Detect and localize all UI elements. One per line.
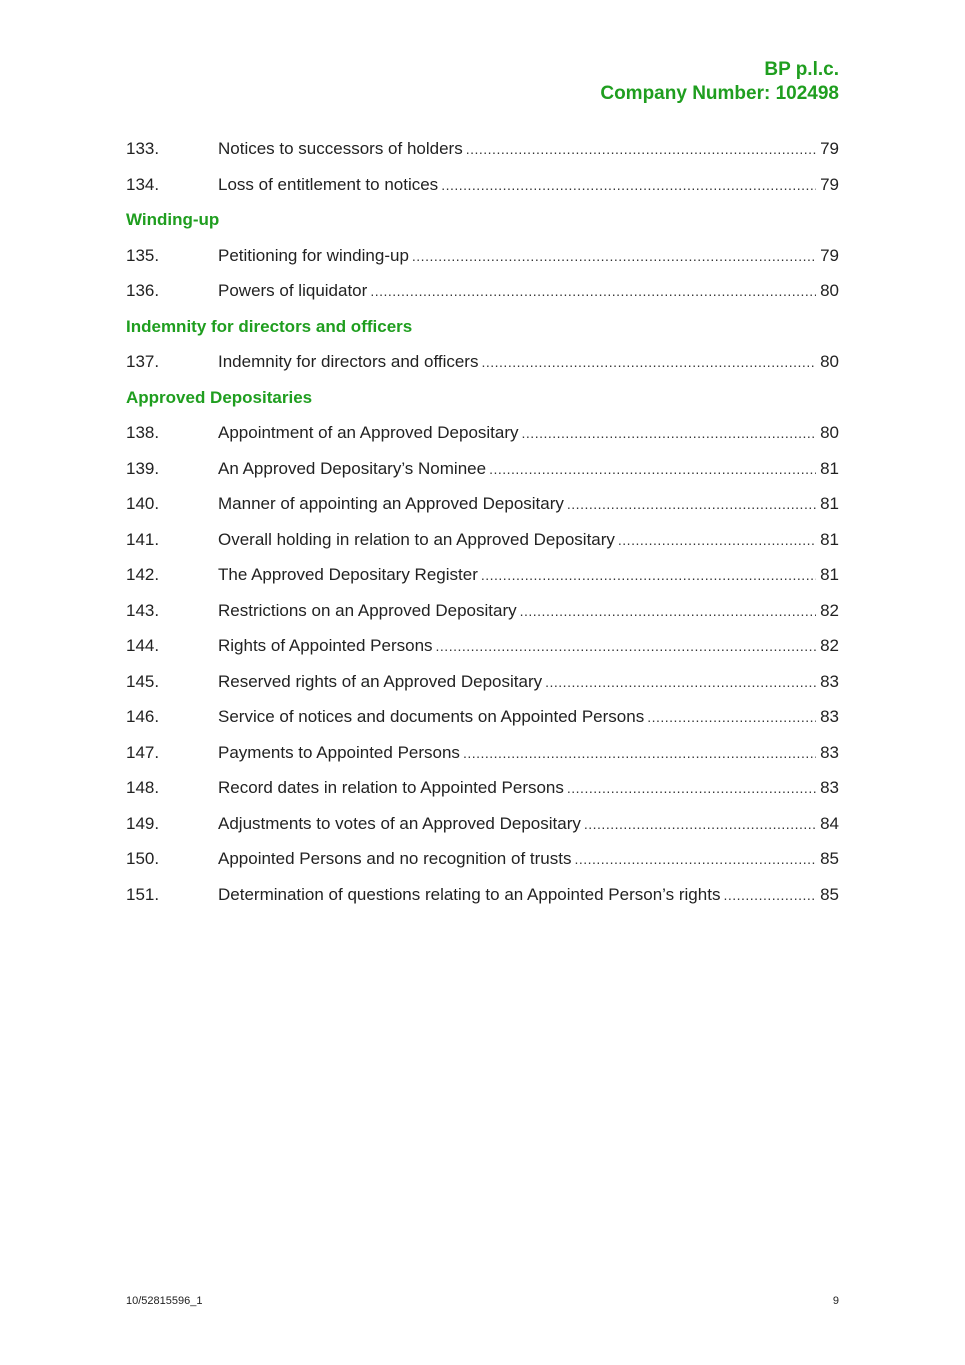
toc-dot-leader [489,452,816,488]
toc-dot-leader [370,274,816,310]
toc-entry-number: 135. [126,245,160,265]
toc-entry-page[interactable]: 82 [820,600,839,620]
toc-entry-title[interactable]: Loss of entitlement to notices [218,174,439,194]
toc-entry-page[interactable]: 81 [820,529,839,549]
toc-entry[interactable] [126,557,839,593]
toc-entry-page[interactable]: 85 [820,849,839,868]
toc-entry-title[interactable]: The Approved Depositary Register [218,565,478,584]
toc-entry-page[interactable]: 82 [820,636,839,655]
toc-entry-title[interactable]: Overall holding in relation to an Approved Depositary [218,529,615,549]
toc-entry[interactable] [126,486,839,522]
toc-entry-page[interactable]: 85 [820,884,839,904]
toc-entry[interactable] [126,664,839,700]
toc-entry-title[interactable]: Determination of questions relating to an Appointed Person’s rights [218,884,721,904]
toc-entry-title[interactable]: Appointed Persons and no recognition of trusts [218,849,572,868]
toc-entry-number: 143. [126,600,160,620]
toc-entry-title[interactable]: Appointment of an Approved Depositary [218,423,519,442]
toc-entry-number: 137. [126,352,160,371]
toc-entry-page[interactable]: 81 [820,458,839,478]
toc-entry-title[interactable]: Rights of Appointed Persons [218,636,433,655]
toc-entry-title[interactable]: Record dates in relation to Appointed Persons [218,778,564,797]
toc-entry-title[interactable]: Indemnity for directors and officers [218,352,479,371]
toc-entry-number: 136. [126,281,160,300]
toc-dot-leader [574,842,816,878]
toc-entry-page[interactable]: 79 [820,139,839,158]
toc-dot-leader [584,807,816,843]
toc-dot-leader [545,665,816,701]
toc-entry-number: 134. [126,174,160,194]
toc-entry[interactable] [126,699,839,735]
toc-entry-number: 149. [126,813,160,833]
toc-entry-page[interactable]: 80 [820,352,839,371]
toc-entry-page[interactable]: 80 [820,281,839,300]
toc-dot-leader [723,878,816,914]
toc-entry[interactable] [126,806,839,842]
toc-entry-title[interactable]: Petitioning for winding-up [218,245,409,265]
toc-entry[interactable] [126,273,839,309]
toc-dot-leader [567,771,816,807]
toc-entry-page[interactable]: 83 [820,742,839,762]
toc-entry-page[interactable]: 83 [820,671,839,691]
toc-entry-title[interactable]: Adjustments to votes of an Approved Depositary [218,813,581,833]
toc-entry-number: 145. [126,671,160,691]
toc-entry-number: 142. [126,565,160,584]
toc-entry-page[interactable]: 81 [820,494,839,513]
toc-entry-number: 148. [126,778,160,797]
toc-entry[interactable] [126,770,839,806]
toc-dot-leader [522,416,817,452]
toc-entry[interactable] [126,415,839,451]
toc-entry[interactable] [126,167,839,203]
company-name: BP p.l.c. [764,59,839,80]
toc-dot-leader [520,594,816,630]
toc-dot-leader [466,132,816,168]
toc-entry-number: 133. [126,139,160,158]
toc-entry-title[interactable]: Service of notices and documents on Appointed Persons [218,707,645,726]
toc-entry-page[interactable]: 81 [820,565,839,584]
document-reference: 10/52815596_1 [126,1295,203,1307]
toc-dot-leader [481,345,816,381]
company-number: Company Number: 102498 [600,83,839,104]
toc-entry[interactable] [126,131,839,167]
toc-entry-number: 147. [126,742,160,762]
toc-dot-leader [647,700,816,736]
toc-dot-leader [463,736,816,772]
toc-entry-page[interactable]: 84 [820,813,839,833]
toc-entry-title[interactable]: Powers of liquidator [218,281,368,300]
toc-entry[interactable] [126,238,839,274]
toc-section-heading: Approved Depositaries [126,387,313,407]
table-of-contents [126,131,839,912]
toc-entry-title[interactable]: Reserved rights of an Approved Depositary [218,671,543,691]
toc-entry[interactable] [126,344,839,380]
toc-entry-page[interactable]: 79 [820,245,839,265]
toc-dot-leader [618,523,816,559]
toc-entry-number: 140. [126,494,160,513]
page-number: 9 [832,1295,839,1307]
toc-section-heading: Winding-up [126,210,220,229]
toc-entry-page[interactable]: 79 [820,174,839,194]
toc-entry-number: 141. [126,529,160,549]
toc-entry-page[interactable]: 83 [820,778,839,797]
toc-entry[interactable] [126,628,839,664]
toc-entry-page[interactable]: 83 [820,707,839,726]
toc-entry-number: 146. [126,707,160,726]
toc-entry-number: 144. [126,636,160,655]
toc-entry[interactable] [126,841,839,877]
toc-entry[interactable] [126,735,839,771]
toc-entry[interactable] [126,522,839,558]
toc-entry-number: 151. [126,884,160,904]
document-header [600,58,839,106]
toc-entry-number: 138. [126,423,160,442]
toc-entry-title[interactable]: Manner of appointing an Approved Depositary [218,494,564,513]
toc-entry-number: 150. [126,849,160,868]
toc-dot-leader [481,558,816,594]
toc-dot-leader [412,239,816,275]
toc-entry[interactable] [126,451,839,487]
toc-dot-leader [441,168,816,204]
toc-entry-title[interactable]: An Approved Depositary’s Nominee [218,458,487,478]
toc-dot-leader [567,487,816,523]
toc-section-heading: Indemnity for directors and officers [126,316,413,336]
toc-entry[interactable] [126,593,839,629]
toc-dot-leader [436,629,817,665]
toc-entry[interactable] [126,877,839,913]
toc-entry-title[interactable]: Restrictions on an Approved Depositary [218,600,517,620]
toc-entry-page[interactable]: 80 [820,423,839,442]
toc-entry-title[interactable]: Notices to successors of holders [218,139,463,158]
toc-entry-number: 139. [126,458,160,478]
toc-entry-title[interactable]: Payments to Appointed Persons [218,742,460,762]
